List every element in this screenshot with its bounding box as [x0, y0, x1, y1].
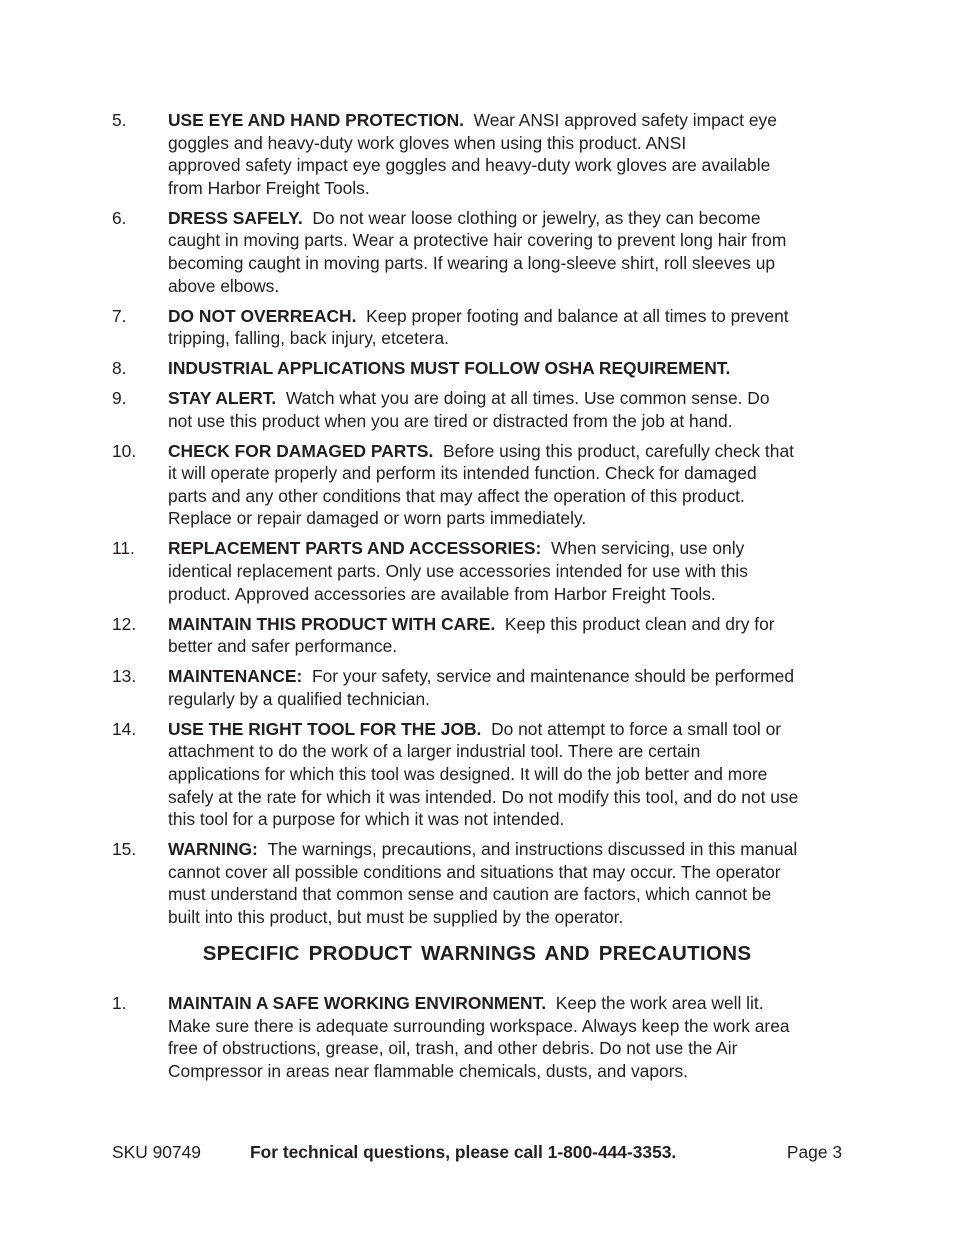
item-first-line: [168, 838, 848, 861]
item-text: not use this product when you are tired or distracted from the job at hand.: [168, 410, 733, 431]
general-safety-list: [112, 109, 848, 929]
list-item: [112, 992, 848, 1082]
item-number: 8.: [112, 358, 127, 379]
item-first-line: [168, 665, 848, 688]
item-number: 12.: [112, 613, 137, 634]
list-item: [112, 665, 848, 710]
item-title: DO NOT OVERREACH.: [168, 305, 357, 326]
list-item: [112, 537, 848, 605]
item-number: 14.: [112, 718, 137, 739]
item-title: REPLACEMENT PARTS AND ACCESSORIES:: [168, 538, 542, 559]
item-text: applications for which this tool was designed. It will do the job better and more: [168, 763, 768, 784]
item-first-line: [168, 387, 848, 410]
item-title: USE THE RIGHT TOOL FOR THE JOB.: [168, 718, 482, 739]
item-first-line: [168, 440, 848, 463]
item-number: 9.: [112, 388, 127, 409]
item-number: 10.: [112, 440, 137, 461]
item-text: regularly by a qualified technician.: [168, 688, 430, 709]
footer-page-number: Page 3: [786, 1142, 842, 1162]
footer-contact: For technical questions, please call 1-800-444-3353.: [250, 1142, 677, 1162]
item-text: it will operate properly and perform its intended function. Check for damaged: [168, 463, 757, 484]
item-number: 5.: [112, 110, 127, 130]
item-text: parts and any other conditions that may affect the operation of this product.: [168, 485, 745, 506]
item-title: STAY ALERT.: [168, 388, 277, 409]
specific-warnings-list: [112, 992, 848, 1082]
item-text: Keep this product clean and dry for: [504, 613, 775, 634]
item-first-line: [168, 357, 848, 380]
item-title: MAINTAIN A SAFE WORKING ENVIRONMENT.: [168, 993, 547, 1013]
item-text: this tool for a purpose for which it was not intended.: [168, 809, 565, 830]
item-text: Wear ANSI approved safety impact eye: [473, 110, 777, 130]
list-item: [112, 387, 848, 432]
item-number: 6.: [112, 207, 127, 228]
item-text: Make sure there is adequate surrounding workspace. Always keep the work area: [168, 1015, 790, 1036]
item-title: WARNING:: [168, 839, 258, 860]
item-text: free of obstructions, grease, oil, trash, and other debris. Do not use the Air: [168, 1038, 738, 1059]
item-text: from Harbor Freight Tools.: [168, 177, 370, 198]
item-first-line: [168, 718, 848, 741]
item-first-line: [168, 305, 848, 328]
item-first-line: [168, 207, 848, 230]
item-text: better and safer performance.: [168, 636, 398, 657]
item-text: attachment to do the work of a larger industrial tool. There are certain: [168, 741, 701, 762]
item-title: DRESS SAFELY.: [168, 207, 303, 228]
item-text: tripping, falling, back injury, etcetera.: [168, 328, 449, 349]
item-first-line: [168, 109, 848, 132]
item-number: 15.: [112, 839, 137, 860]
item-text: Watch what you are doing at all times. Use common sense. Do: [285, 388, 770, 409]
item-text: built into this product, but must be supplied by the operator.: [168, 906, 624, 927]
item-text: caught in moving parts. Wear a protective hair covering to prevent long hair from: [168, 230, 787, 251]
list-item: [112, 305, 848, 350]
item-text: safely at the rate for which it was intended. Do not modify this tool, and do not use: [168, 786, 799, 807]
item-text: cannot cover all possible conditions and situations that may occur. The operator: [168, 861, 781, 882]
item-text: Keep proper footing and balance at all times to prevent: [366, 305, 789, 326]
item-title: MAINTAIN THIS PRODUCT WITH CARE.: [168, 613, 496, 634]
section-heading: SPECIFIC PRODUCT WARNINGS AND PRECAUTIONS: [202, 942, 752, 965]
list-item: [112, 440, 848, 530]
item-title: USE EYE AND HAND PROTECTION.: [168, 110, 464, 130]
item-text: becoming caught in moving parts. If wearing a long-sleeve shirt, roll sleeves up: [168, 252, 776, 273]
item-text: Do not wear loose clothing or jewelry, as they can become: [312, 207, 761, 228]
item-text: must understand that common sense and caution are factors, which cannot be: [168, 884, 772, 905]
list-item: [112, 207, 848, 297]
item-text: identical replacement parts. Only use accessories intended for use with this: [168, 561, 748, 582]
footer-sku: SKU 90749: [112, 1142, 201, 1162]
item-number: 11.: [112, 538, 135, 559]
list-item: [112, 718, 848, 831]
item-number: 1.: [112, 993, 127, 1013]
list-item: [112, 613, 848, 658]
item-text: approved safety impact eye goggles and heavy-duty work gloves are available: [168, 155, 771, 176]
item-text: Before using this product, carefully check that: [443, 440, 794, 461]
item-title: INDUSTRIAL APPLICATIONS MUST FOLLOW OSHA REQUIREMENT.: [168, 358, 731, 379]
item-text: When servicing, use only: [550, 538, 745, 559]
list-item: [112, 109, 848, 199]
item-text: The warnings, precautions, and instructions discussed in this manual: [267, 839, 798, 860]
item-number: 7.: [112, 305, 127, 326]
item-title: MAINTENANCE:: [168, 666, 303, 687]
item-text: Replace or repair damaged or worn parts immediately.: [168, 508, 587, 529]
list-item: [112, 838, 848, 928]
item-text: Keep the work area well lit.: [555, 993, 764, 1013]
item-first-line: [168, 537, 848, 560]
item-text: goggles and heavy-duty work gloves when using this product. ANSI: [168, 132, 687, 153]
item-first-line: [168, 613, 848, 636]
item-text: product. Approved accessories are available from Harbor Freight Tools.: [168, 583, 716, 604]
item-number: 13.: [112, 666, 137, 687]
item-text: Compressor in areas near flammable chemicals, dusts, and vapors.: [168, 1060, 689, 1081]
item-text: Do not attempt to force a small tool or: [491, 718, 782, 739]
item-first-line: [168, 992, 848, 1015]
list-item: [112, 357, 848, 380]
item-text: For your safety, service and maintenance should be performed: [311, 666, 795, 687]
item-text: above elbows.: [168, 275, 280, 296]
item-title: CHECK FOR DAMAGED PARTS.: [168, 440, 434, 461]
